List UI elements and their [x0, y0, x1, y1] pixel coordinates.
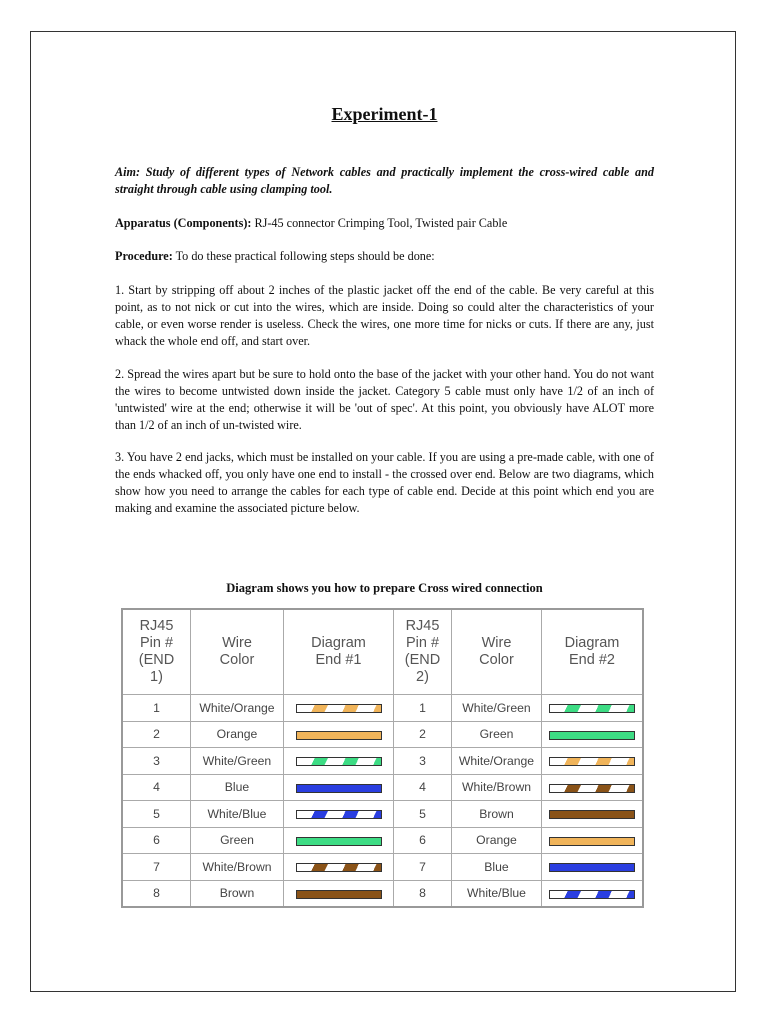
wire-diagram-end2	[542, 721, 644, 748]
procedure-label: Procedure:	[115, 249, 173, 263]
pin-end1-cell: 3	[122, 748, 191, 775]
wire-swatch	[296, 810, 382, 819]
table-row	[122, 854, 643, 881]
diagram-caption: Diagram shows you how to prepare Cross wired connection	[226, 581, 543, 595]
pin-end2-cell: 7	[394, 854, 452, 881]
pin-end2-cell: 8	[394, 880, 452, 907]
table-row	[122, 880, 643, 907]
wiring-table	[121, 608, 644, 908]
wire-color-end1-cell: Orange	[191, 721, 284, 748]
pin-end2-cell: 5	[394, 801, 452, 828]
header-diagram-end2: Diagram End #2	[542, 609, 644, 695]
wire-diagram-end1	[284, 721, 394, 748]
wire-color-end2-cell: White/Orange	[452, 748, 542, 775]
wire-color-end2-cell: Brown	[452, 801, 542, 828]
wire-color-end2-cell: White/Brown	[452, 774, 542, 801]
wire-color-end1-cell: Blue	[191, 774, 284, 801]
wire-swatch	[549, 890, 635, 899]
pin-end2-cell: 6	[394, 827, 452, 854]
table-row	[122, 801, 643, 828]
wire-swatch	[296, 704, 382, 713]
procedure-text: To do these practical following steps should be done:	[172, 249, 435, 263]
wire-color-end1-cell: White/Green	[191, 748, 284, 775]
table-row	[122, 774, 643, 801]
wire-swatch	[296, 784, 382, 793]
pin-end1-cell: 7	[122, 854, 191, 881]
pin-end2-cell: 3	[394, 748, 452, 775]
wire-diagram-end1	[284, 695, 394, 722]
wire-swatch	[549, 704, 635, 713]
table-row	[122, 748, 643, 775]
wire-color-end2-cell: White/Blue	[452, 880, 542, 907]
wire-color-end2-cell: White/Green	[452, 695, 542, 722]
wire-swatch	[549, 757, 635, 766]
wire-diagram-end2	[542, 880, 644, 907]
wire-swatch	[296, 757, 382, 766]
wire-color-end1-cell: White/Brown	[191, 854, 284, 881]
wire-color-end1-cell: White/Orange	[191, 695, 284, 722]
table-row	[122, 695, 643, 722]
wire-diagram-end2	[542, 695, 644, 722]
header-pin-end2: RJ45 Pin # (END 2)	[394, 609, 452, 695]
wire-color-end2-cell: Blue	[452, 854, 542, 881]
wire-diagram-end2	[542, 854, 644, 881]
pin-end1-cell: 2	[122, 721, 191, 748]
procedure-paragraph	[115, 248, 654, 265]
pin-end2-cell: 1	[394, 695, 452, 722]
wire-diagram-end1	[284, 854, 394, 881]
aim-paragraph: Aim: Study of different types of Network cables and practically implement the cross-wired cable and straight through cable using clamping tool.	[115, 165, 654, 196]
apparatus-paragraph	[115, 215, 654, 232]
wire-swatch	[549, 731, 635, 740]
wire-color-end1-cell: Green	[191, 827, 284, 854]
table-row	[122, 827, 643, 854]
step-2-paragraph: 2. Spread the wires apart but be sure to hold onto the base of the jacket with your other hand. You do not want the wires to become untwisted down inside the jacket. Category 5 cable must only have 1/2 of an inch of 'untwisted' wire at the end; otherwise it will be 'out of spec'. At this point, you obviously have ALOT more than 1/2 of an inch of un-twisted wire.	[115, 367, 654, 432]
wire-diagram-end1	[284, 880, 394, 907]
wire-diagram-end1	[284, 748, 394, 775]
header-pin-end1: RJ45 Pin # (END 1)	[122, 609, 191, 695]
wire-swatch	[549, 863, 635, 872]
wire-swatch	[296, 837, 382, 846]
pin-end1-cell: 1	[122, 695, 191, 722]
wire-color-end2-cell: Orange	[452, 827, 542, 854]
wire-diagram-end1	[284, 774, 394, 801]
wire-diagram-end2	[542, 748, 644, 775]
wire-diagram-end1	[284, 827, 394, 854]
wire-color-end1-cell: White/Blue	[191, 801, 284, 828]
header-wire-color-end1: Wire Color	[191, 609, 284, 695]
wire-swatch	[549, 837, 635, 846]
wire-swatch	[549, 810, 635, 819]
wire-color-end2-cell: Green	[452, 721, 542, 748]
wire-swatch	[296, 863, 382, 872]
wire-swatch	[549, 784, 635, 793]
wire-color-end1-cell: Brown	[191, 880, 284, 907]
pin-end2-cell: 4	[394, 774, 452, 801]
header-diagram-end1: Diagram End #1	[284, 609, 394, 695]
pin-end1-cell: 8	[122, 880, 191, 907]
pin-end1-cell: 4	[122, 774, 191, 801]
table-header-row	[122, 609, 643, 695]
pin-end2-cell: 2	[394, 721, 452, 748]
apparatus-label: Apparatus (Components):	[115, 216, 252, 230]
wire-diagram-end2	[542, 801, 644, 828]
step-1-paragraph: 1. Start by stripping off about 2 inches of the plastic jacket off the end of the cable. Be very careful at this point, as to not nick or cut into the wires, which are inside. Doing so could alter the characteristics of your cable, or even worse render is useless. Check the wires, one more time for nicks or cuts. If there are any, just whack the whole end off, and start over.	[115, 283, 654, 348]
pin-end1-cell: 5	[122, 801, 191, 828]
table-row	[122, 721, 643, 748]
wire-swatch	[296, 731, 382, 740]
pin-end1-cell: 6	[122, 827, 191, 854]
wire-swatch	[296, 890, 382, 899]
header-wire-color-end2: Wire Color	[452, 609, 542, 695]
page-title: Experiment-1	[331, 104, 438, 124]
apparatus-text: RJ-45 connector Crimping Tool, Twisted pair Cable	[251, 216, 508, 230]
wire-diagram-end2	[542, 827, 644, 854]
wire-diagram-end1	[284, 801, 394, 828]
step-3-paragraph: 3. You have 2 end jacks, which must be installed on your cable. If you are using a pre-made cable, with one of the ends whacked off, you only have one end to install - the crossed over end. Below are two diagrams, which show how you need to arrange the cables for each type of cable end. Decide at this point which end you are making and examine the associated picture below.	[115, 450, 654, 515]
wire-diagram-end2	[542, 774, 644, 801]
